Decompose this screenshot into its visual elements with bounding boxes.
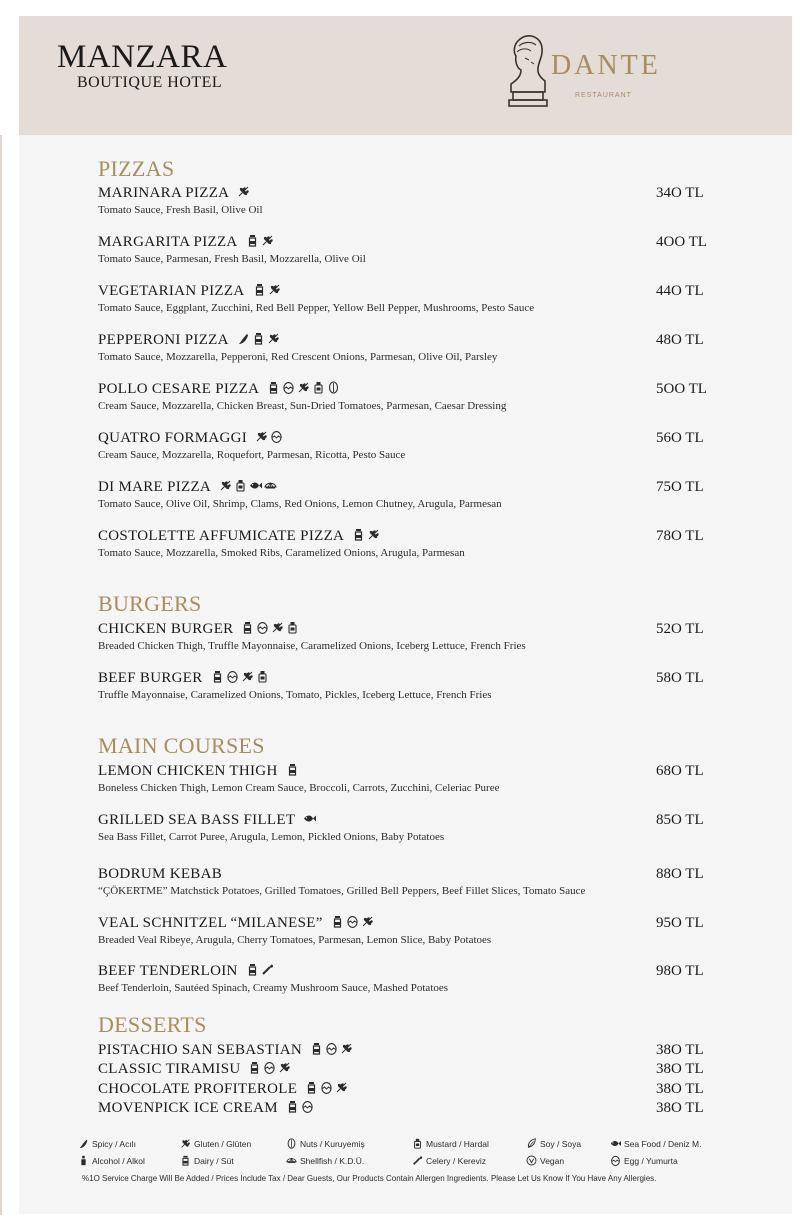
allergen-icons bbox=[305, 1080, 350, 1098]
menu-item bbox=[98, 429, 718, 469]
legend-label: Egg / Yumurta bbox=[624, 1156, 678, 1166]
legend-item-vegan bbox=[526, 1155, 564, 1167]
dairy-icon bbox=[286, 763, 299, 776]
legend-item-egg bbox=[610, 1155, 678, 1167]
seafood-icon bbox=[249, 479, 262, 492]
item-price: 38O TL bbox=[656, 1081, 704, 1097]
legend-label: Gluten / Glüten bbox=[194, 1139, 252, 1149]
dairy-icon bbox=[331, 915, 344, 928]
item-name bbox=[98, 762, 301, 780]
mustard-icon bbox=[286, 621, 299, 634]
gluten-icon bbox=[278, 1061, 291, 1074]
egg-icon bbox=[346, 915, 359, 928]
celery-icon bbox=[261, 963, 274, 976]
seafood-icon bbox=[610, 1138, 621, 1149]
gluten-icon bbox=[241, 670, 254, 683]
vegan-icon bbox=[526, 1155, 537, 1166]
item-name bbox=[98, 1060, 293, 1078]
item-name-text: CLASSIC TIRAMISU bbox=[98, 1061, 241, 1077]
item-price: 34O TL bbox=[656, 185, 704, 201]
menu-item bbox=[98, 527, 718, 567]
gluten-icon bbox=[335, 1081, 348, 1094]
item-price: 78O TL bbox=[656, 528, 704, 544]
gluten-icon bbox=[219, 479, 232, 492]
legend-item-spicy bbox=[78, 1138, 136, 1150]
item-name bbox=[98, 478, 279, 496]
item-price: 75O TL bbox=[656, 479, 704, 495]
hotel-name: MANZARA bbox=[57, 39, 228, 75]
item-description: Cream Sauce, Mozzarella, Chicken Breast, Sun-Dried Tomatoes, Parmesan, Caesar Dressing bbox=[98, 400, 507, 412]
item-price: 38O TL bbox=[656, 1042, 704, 1058]
dairy-icon bbox=[246, 234, 259, 247]
dessert-item bbox=[98, 1080, 718, 1099]
item-description: Tomato Sauce, Fresh Basil, Olive Oil bbox=[98, 204, 263, 216]
dairy-icon bbox=[352, 528, 365, 541]
menu-item bbox=[98, 762, 718, 802]
item-description: Tomato Sauce, Parmesan, Fresh Basil, Mozzarella, Olive Oil bbox=[98, 253, 366, 265]
legend-item-mustard bbox=[412, 1138, 489, 1150]
legend-label: Nuts / Kuruyemiş bbox=[300, 1139, 365, 1149]
item-description: Truffle Mayonnaise, Caramelized Onions, Tomato, Pickles, Iceberg Lettuce, French Fries bbox=[98, 689, 492, 701]
item-name-text: GRILLED SEA BASS FILLET bbox=[98, 812, 296, 828]
menu-item bbox=[98, 962, 718, 1002]
mustard-icon bbox=[412, 1138, 423, 1149]
allergen-icons bbox=[237, 184, 252, 202]
section-title-burgers: BURGERS bbox=[98, 591, 202, 616]
item-name bbox=[98, 1041, 355, 1059]
item-price: 95O TL bbox=[656, 915, 704, 931]
item-name-text: POLLO CESARE PIZZA bbox=[98, 381, 260, 397]
legend-label: Soy / Soya bbox=[540, 1139, 582, 1149]
legend-item-alcohol bbox=[78, 1155, 145, 1167]
restaurant-name: DANTE bbox=[551, 50, 661, 81]
gluten-icon bbox=[255, 430, 268, 443]
allergen-icons bbox=[219, 478, 279, 496]
item-price: 58O TL bbox=[656, 670, 704, 686]
item-price: 48O TL bbox=[656, 332, 704, 348]
service-note: %1O Service Charge Will Be Added / Prices Include Tax / Dear Guests, Our Products Contain Allergen Ingredients. Please Let Us Know If You Have Any Allergies. bbox=[82, 1174, 657, 1183]
item-name bbox=[98, 527, 382, 545]
dairy-icon bbox=[248, 1061, 261, 1074]
menu-item bbox=[98, 865, 718, 905]
item-name-text: BODRUM KEBAB bbox=[98, 866, 223, 882]
allergen-icons bbox=[255, 429, 285, 447]
egg-icon bbox=[301, 1100, 314, 1113]
legend-item-gluten bbox=[180, 1138, 251, 1150]
gluten-icon bbox=[267, 332, 280, 345]
gluten-icon bbox=[237, 185, 250, 198]
allergen-icons bbox=[241, 620, 301, 638]
legend-label: Shellfish / K.D.Ü. bbox=[300, 1156, 365, 1166]
menu-item bbox=[98, 478, 718, 518]
item-description: “ÇÖKERTME” Matchstick Potatoes, Grilled Tomatoes, Grilled Bell Peppers, Beef Fillet Slices, Tomato Sauce bbox=[98, 885, 586, 897]
item-name-text: PISTACHIO SAN SEBASTIAN bbox=[98, 1042, 303, 1058]
item-price: 98O TL bbox=[656, 963, 704, 979]
dairy-icon bbox=[310, 1042, 323, 1055]
item-name bbox=[98, 380, 342, 398]
item-name-text: MARGARITA PIZZA bbox=[98, 234, 238, 250]
egg-icon bbox=[610, 1155, 621, 1166]
spicy-icon bbox=[237, 332, 250, 345]
dairy-icon bbox=[253, 283, 266, 296]
item-name bbox=[98, 1099, 316, 1117]
item-price: 38O TL bbox=[656, 1100, 704, 1116]
egg-icon bbox=[282, 381, 295, 394]
item-name-text: MOVENPICK ICE CREAM bbox=[98, 1100, 278, 1116]
mustard-icon bbox=[234, 479, 247, 492]
section-title-pizzas: PIZZAS bbox=[98, 156, 175, 181]
allergen-icons bbox=[211, 669, 271, 687]
legend-label: Mustard / Hardal bbox=[426, 1139, 489, 1149]
allergen-icons bbox=[237, 331, 282, 349]
item-price: 88O TL bbox=[656, 866, 704, 882]
allergen-icons bbox=[352, 527, 382, 545]
celery-icon bbox=[412, 1155, 423, 1166]
menu-item bbox=[98, 914, 718, 954]
egg-icon bbox=[320, 1081, 333, 1094]
item-name-text: BEEF TENDERLOIN bbox=[98, 963, 238, 979]
item-description: Breaded Chicken Thigh, Truffle Mayonnaise, Caramelized Onions, Iceberg Lettuce, French Fries bbox=[98, 640, 526, 652]
item-name bbox=[98, 331, 282, 349]
item-name-text: CHOCOLATE PROFITEROLE bbox=[98, 1081, 298, 1097]
item-name-text: QUATRO FORMAGGI bbox=[98, 430, 248, 446]
dessert-item bbox=[98, 1041, 718, 1060]
allergen-icons bbox=[253, 282, 283, 300]
allergen-icons bbox=[331, 914, 376, 932]
legend-label: Dairy / Süt bbox=[194, 1156, 234, 1166]
item-name-text: CHICKEN BURGER bbox=[98, 621, 234, 637]
item-name-text: MARINARA PIZZA bbox=[98, 185, 230, 201]
legend-item-celery bbox=[412, 1155, 486, 1167]
item-name bbox=[98, 669, 271, 687]
item-price: 44O TL bbox=[656, 283, 704, 299]
menu-item bbox=[98, 380, 718, 420]
dairy-icon bbox=[180, 1155, 191, 1166]
page-edge-rule bbox=[0, 135, 2, 1215]
item-price: 56O TL bbox=[656, 430, 704, 446]
item-name bbox=[98, 429, 285, 447]
mustard-icon bbox=[256, 670, 269, 683]
legend-item-soy bbox=[526, 1138, 581, 1150]
allergen-icons bbox=[246, 233, 276, 251]
item-description: Cream Sauce, Mozzarella, Roquefort, Parmesan, Ricotta, Pesto Sauce bbox=[98, 449, 406, 461]
egg-icon bbox=[256, 621, 269, 634]
egg-icon bbox=[325, 1042, 338, 1055]
legend-label: Spicy / Acılı bbox=[92, 1139, 136, 1149]
menu-item bbox=[98, 331, 718, 371]
item-name-text: COSTOLETTE AFFUMICATE PIZZA bbox=[98, 528, 345, 544]
allergen-icons bbox=[267, 380, 342, 398]
dessert-item bbox=[98, 1099, 718, 1118]
item-price: 5OO TL bbox=[656, 381, 707, 397]
item-name bbox=[98, 184, 252, 202]
item-name bbox=[98, 865, 230, 883]
spicy-icon bbox=[78, 1138, 89, 1149]
item-price: 85O TL bbox=[656, 812, 704, 828]
legend-item-shellfish bbox=[286, 1155, 364, 1167]
gluten-icon bbox=[271, 621, 284, 634]
shellfish-icon bbox=[264, 479, 277, 492]
legend-item-nuts bbox=[286, 1138, 365, 1150]
item-description: Tomato Sauce, Olive Oil, Shrimp, Clams, Red Onions, Lemon Chutney, Arugula, Parmesan bbox=[98, 498, 502, 510]
dairy-icon bbox=[305, 1081, 318, 1094]
gluten-icon bbox=[367, 528, 380, 541]
item-name-text: LEMON CHICKEN THIGH bbox=[98, 763, 278, 779]
gluten-icon bbox=[297, 381, 310, 394]
nuts-icon bbox=[286, 1138, 297, 1149]
item-name bbox=[98, 282, 283, 300]
allergen-icons bbox=[303, 811, 318, 829]
legend-label: Celery / Kereviz bbox=[426, 1156, 486, 1166]
restaurant-logo bbox=[505, 34, 685, 114]
legend-label: Vegan bbox=[540, 1156, 565, 1166]
item-description: Tomato Sauce, Eggplant, Zucchini, Red Bell Pepper, Yellow Bell Pepper, Mushrooms, Pesto Sauce bbox=[98, 302, 535, 314]
egg-icon bbox=[270, 430, 283, 443]
dairy-icon bbox=[246, 963, 259, 976]
item-name-text: VEGETARIAN PIZZA bbox=[98, 283, 245, 299]
menu-item bbox=[98, 811, 718, 851]
soy-icon bbox=[526, 1138, 537, 1149]
menu-item bbox=[98, 233, 718, 273]
legend-item-seafood bbox=[610, 1138, 701, 1150]
dessert-item bbox=[98, 1060, 718, 1079]
item-name bbox=[98, 233, 276, 251]
item-description: Beef Tenderloin, Sautéed Spinach, Creamy Mushroom Sauce, Mashed Potatoes bbox=[98, 982, 449, 994]
allergen-icons bbox=[310, 1041, 355, 1059]
item-name-text: VEAL SCHNITZEL “MILANESE” bbox=[98, 915, 323, 931]
allergen-icons bbox=[286, 1099, 316, 1117]
item-price: 4OO TL bbox=[656, 234, 707, 250]
gluten-icon bbox=[361, 915, 374, 928]
legend-label: Alcohol / Alkol bbox=[92, 1156, 145, 1166]
section-title-main-courses: MAIN COURSES bbox=[98, 733, 265, 758]
item-name bbox=[98, 620, 301, 638]
dairy-icon bbox=[286, 1100, 299, 1113]
alcohol-icon bbox=[78, 1155, 89, 1166]
item-description: Boneless Chicken Thigh, Lemon Cream Sauce, Broccoli, Carrots, Zucchini, Celeriac Puree bbox=[98, 782, 500, 794]
menu-item bbox=[98, 620, 718, 660]
item-name-text: BEEF BURGER bbox=[98, 670, 203, 686]
hotel-brand bbox=[57, 40, 227, 92]
gluten-icon bbox=[261, 234, 274, 247]
gluten-icon bbox=[180, 1138, 191, 1149]
gluten-icon bbox=[268, 283, 281, 296]
item-description: Tomato Sauce, Mozzarella, Pepperoni, Red Crescent Onions, Parmesan, Olive Oil, Parsley bbox=[98, 351, 498, 363]
dairy-icon bbox=[211, 670, 224, 683]
item-price: 68O TL bbox=[656, 763, 704, 779]
item-description: Sea Bass Fillet, Carrot Puree, Arugula, Lemon, Pickled Onions, Baby Potatoes bbox=[98, 831, 445, 843]
legend-item-dairy bbox=[180, 1155, 234, 1167]
item-name bbox=[98, 811, 318, 829]
item-description: Breaded Veal Ribeye, Arugula, Cherry Tomatoes, Parmesan, Lemon Slice, Baby Potatoes bbox=[98, 934, 492, 946]
menu-item bbox=[98, 282, 718, 322]
allergen-icons bbox=[248, 1060, 293, 1078]
restaurant-subtitle: RESTAURANT bbox=[575, 92, 632, 99]
item-name bbox=[98, 914, 376, 932]
section-title-desserts: DESSERTS bbox=[98, 1012, 207, 1037]
menu-item bbox=[98, 669, 718, 709]
dairy-icon bbox=[267, 381, 280, 394]
item-description: Tomato Sauce, Mozzarella, Smoked Ribs, Caramelized Onions, Arugula, Parmesan bbox=[98, 547, 465, 559]
bust-icon bbox=[505, 34, 551, 114]
item-name-text: PEPPERONI PIZZA bbox=[98, 332, 229, 348]
seafood-icon bbox=[303, 812, 316, 825]
mustard-icon bbox=[312, 381, 325, 394]
menu-item bbox=[98, 184, 718, 224]
item-name bbox=[98, 1080, 350, 1098]
item-price: 52O TL bbox=[656, 621, 704, 637]
egg-icon bbox=[226, 670, 239, 683]
shellfish-icon bbox=[286, 1155, 297, 1166]
gluten-icon bbox=[340, 1042, 353, 1055]
egg-icon bbox=[263, 1061, 276, 1074]
item-name-text: DI MARE PIZZA bbox=[98, 479, 212, 495]
allergen-icons bbox=[246, 962, 276, 980]
item-price: 38O TL bbox=[656, 1061, 704, 1077]
item-name bbox=[98, 962, 276, 980]
dairy-icon bbox=[241, 621, 254, 634]
nuts-icon bbox=[327, 381, 340, 394]
allergen-icons bbox=[286, 762, 301, 780]
hotel-subtitle: BOUTIQUE HOTEL bbox=[77, 74, 223, 91]
dairy-icon bbox=[252, 332, 265, 345]
legend-label: Sea Food / Deniz M. bbox=[624, 1139, 702, 1149]
